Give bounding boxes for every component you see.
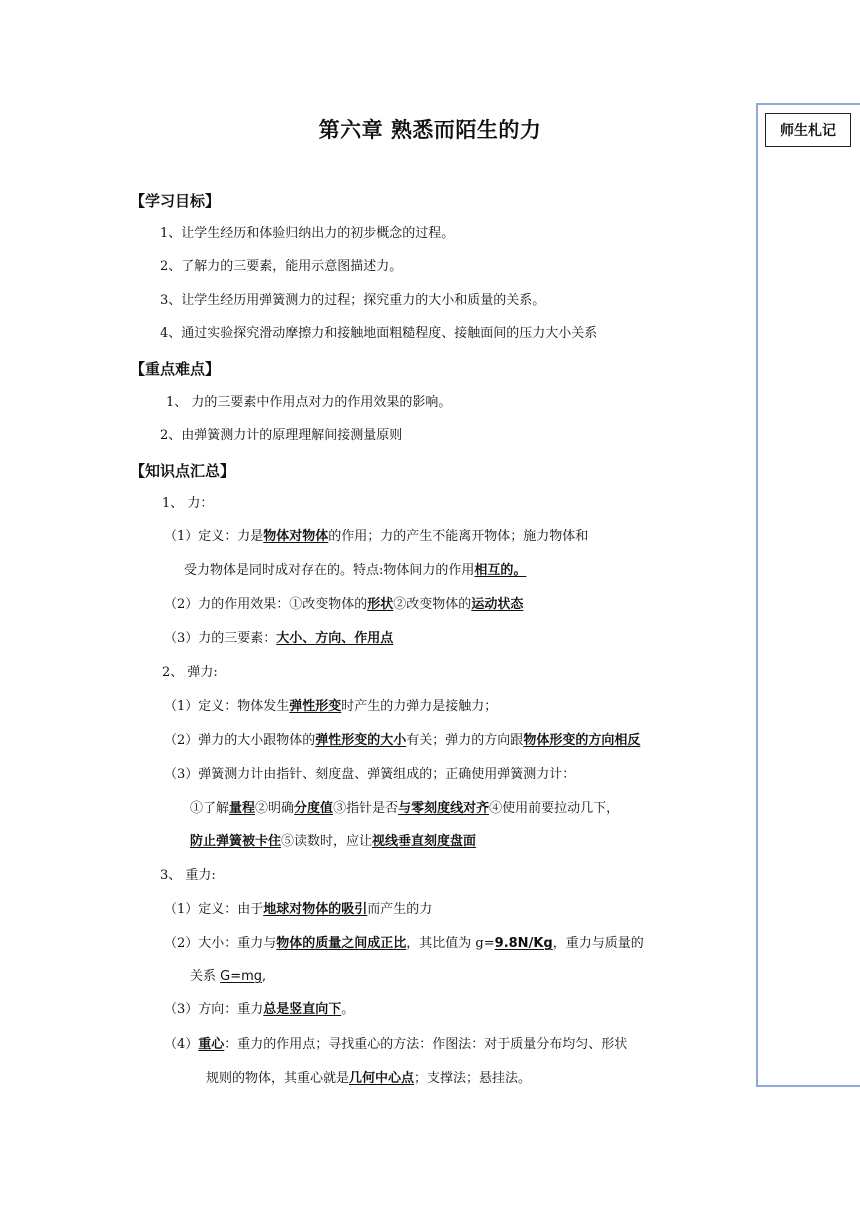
force-three-elements-line: （3）力的三要素：大小、方向、作用点 <box>164 631 394 646</box>
key-point-item: 1、 力的三要素中作用点对力的作用效果的影响。 <box>166 395 452 410</box>
spring-meter-usage-line: ①了解量程②明确分度值③指针是否与零刻度线对齐④使用前要拉动几下， <box>190 801 620 816</box>
objective-item: 3、让学生经历用弹簧测力的过程；探究重力的大小和质量的关系。 <box>160 293 546 308</box>
section-heading-summary: 【知识点汇总】 <box>130 462 236 480</box>
gravity-relation-line: 关系 G=mg, <box>190 969 267 984</box>
section-heading-objectives: 【学习目标】 <box>130 192 221 210</box>
gravity-direction-line: （3）方向：重力总是竖直向下。 <box>164 1002 355 1017</box>
spring-meter-usage-line-2: 防止弹簧被卡住⑤读数时，应让视线垂直刻度盘面 <box>190 834 477 849</box>
notes-sidebar-label: 师生札记 <box>765 113 851 147</box>
spring-meter-line: （3）弹簧测力计由指针、刻度盘、弹簧组成的；正确使用弹簧测力计： <box>164 767 576 782</box>
key-point-item: 2、由弹簧测力计的原理理解间接测量原则 <box>160 428 403 443</box>
force-definition-line-2: 受力物体是同时成对存在的。特点:物体间力的作用相互的。 <box>184 563 527 578</box>
center-of-gravity-line-2: 规则的物体，其重心就是几何中心点；支撑法；悬挂法。 <box>206 1071 532 1086</box>
page-title: 第六章 熟悉而陌生的力 <box>318 118 542 142</box>
objective-item: 4、通过实验探究滑动摩擦力和接触地面粗糙程度、接触面间的压力大小关系 <box>160 326 598 341</box>
elastic-definition-line: （1）定义：物体发生弹性形变时产生的力弹力是接触力； <box>164 699 498 714</box>
gravity-definition-line: （1）定义：由于地球对物体的吸引而产生的力 <box>164 902 433 917</box>
force-effect-line: （2）力的作用效果：①改变物体的形状②改变物体的运动状态 <box>164 597 524 612</box>
objective-item: 2、了解力的三要素，能用示意图描述力。 <box>160 259 403 274</box>
center-of-gravity-line: （4）重心：重力的作用点；寻找重心的方法：作图法：对于质量分布均匀、形状 <box>164 1037 628 1052</box>
topic-elastic-label: 2、 弹力: <box>162 665 218 680</box>
objective-item: 1、让学生经历和体验归纳出力的初步概念的过程。 <box>160 226 455 241</box>
notes-sidebar-frame <box>756 103 860 1087</box>
gravity-size-line: （2）大小：重力与物体的质量之间成正比，其比值为 g=9.8N/Kg，重力与质量的 <box>164 936 644 951</box>
section-heading-key-points: 【重点难点】 <box>130 360 221 378</box>
topic-force-label: 1、 力： <box>162 496 214 511</box>
topic-gravity-label: 3、 重力: <box>160 868 216 883</box>
elastic-size-line: （2）弹力的大小跟物体的弹性形变的大小有关；弹力的方向跟物体形变的方向相反 <box>164 733 641 748</box>
force-definition-line: （1）定义：力是物体对物体的作用；力的产生不能离开物体；施力物体和 <box>164 529 589 544</box>
